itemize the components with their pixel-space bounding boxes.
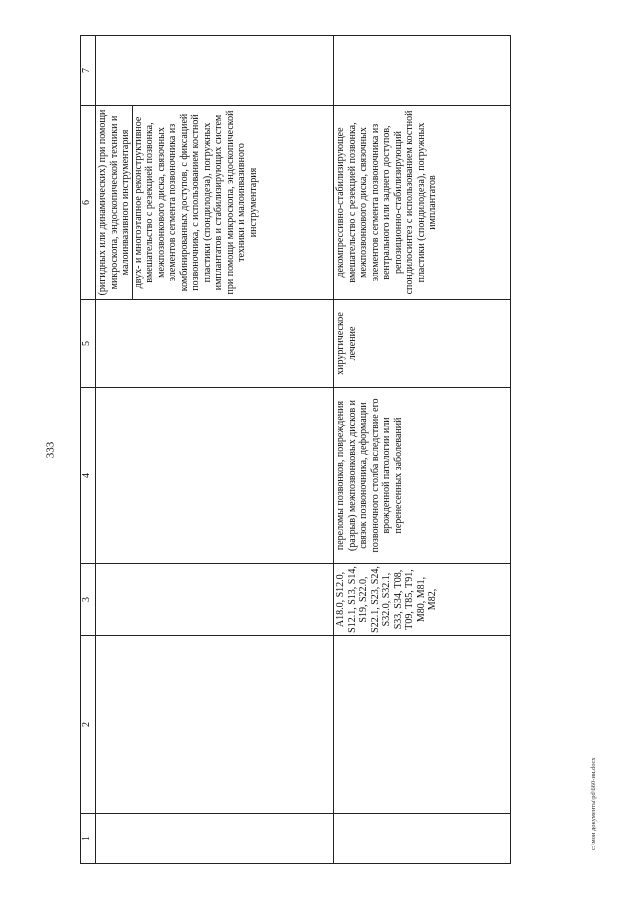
- col-header-4: 4: [81, 388, 96, 564]
- page-number: 333: [44, 441, 57, 459]
- procedures-table: [80, 35, 511, 864]
- cell-r2-c2: [334, 636, 511, 814]
- col-header-6: 6: [81, 106, 96, 300]
- diagnosis-cell: переломы позвонков, повреждения (разрыв) межпозвонковых дисков и связок позвоночника, деформации позвоночного столба вследствие его врожденной патологии или перенесенных заболеваний: [334, 388, 511, 564]
- cell-r1-c3: [96, 564, 334, 636]
- method-text-continued: (ригидных или динамических) при помощи микроскопа, эндоскопической техники и малоинвазивного инструментария: [97, 109, 131, 296]
- cell-r1-c4: [96, 388, 334, 564]
- col-header-1: 1: [81, 814, 96, 864]
- table-row: [334, 36, 511, 864]
- col-header-7: 7: [81, 36, 96, 106]
- col-header-2: 2: [81, 636, 96, 814]
- cell-r1-c1: [96, 814, 334, 864]
- cell-r1-c2: [96, 636, 334, 814]
- rotated-table-container: [80, 36, 582, 864]
- icd-codes-cell: A18.0, S12.0, S12.1, S13, S14, S19, S22.0, S22.1, S23, S24, S32.0, S32.1, S33, S34, T08, T09, T85, T91, M80, M81, M82,: [334, 564, 511, 636]
- method-cell: декомпрессивно-стабилизирующее вмешательство с резекцией позвонка, межпозвонкового диска, связочных элементов сегмента позвоночника из вентрального или заднего доступов, репозиционно-стабилизирующий спондилосинтез с использованием костной пластики (спондилодеза), погружных имплантатов: [334, 106, 511, 300]
- cell-r2-c7: [334, 36, 511, 106]
- column-number-row: [81, 36, 96, 864]
- method-text-reconstructive: двух- и многоэтапное реконструктивное вмешательство с резекцией позвонка, межпозвонкового диска, связочных элементов сегмента позвоночника из комбинированных доступов, с фиксацией позвоночника, с использованием костной пластики (спондилодеза), погружных имплантатов и стабилизирующих систем при помощи микроскопа, эндоскопической техники и малоинвазивного инструментария: [132, 106, 260, 299]
- cell-r2-c1: [334, 814, 511, 864]
- col-header-3: 3: [81, 564, 96, 636]
- cell-r1-c7: [96, 36, 334, 106]
- treatment-type-cell: хирургическое лечение: [334, 300, 511, 388]
- cell-r1-c6: [96, 106, 334, 300]
- cell-r1-c5: [96, 300, 334, 388]
- table-row: [96, 36, 334, 864]
- col-header-5: 5: [81, 300, 96, 388]
- footer-file-path: c:\мои документы\pd\660-ии.docx: [590, 757, 597, 850]
